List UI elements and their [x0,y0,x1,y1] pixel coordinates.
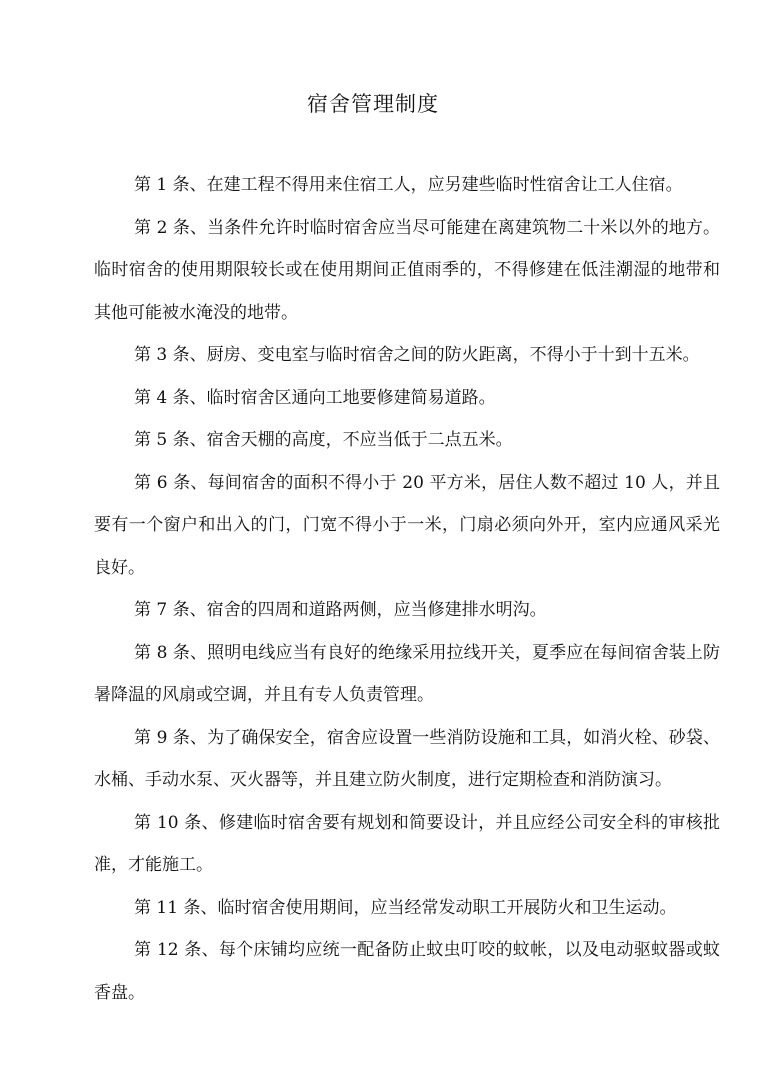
clause-1: 第 1 条、在建工程不得用来住宿工人，应另建些临时性宿舍让工人住宿。 [134,175,683,195]
clause-4: 第 4 条、临时宿舍区通向工地要修建简易道路。 [134,387,496,408]
clause-5: 第 5 条、宿舍天棚的高度，不应当低于二点五米。 [134,430,513,450]
clause-3: 第 3 条、厨房、变电室与临时宿舍之间的防火距离，不得小于十到十五米。 [134,345,700,365]
clause-10: 第 10 条、修建临时宿舍要有规划和简要设计，并且应经公司安全科的审核批准，才能施工。 [94,812,720,875]
clause-12: 第 12 条、每个床铺均应统一配备防止蚊虫叮咬的蚊帐，以及电动驱蚊器或蚊香盘。 [94,940,720,1003]
clause-11: 第 11 条、临时宿舍使用期间，应当经常发动职工开展防火和卫生运动。 [134,897,677,918]
document-title: 宿舍管理制度 [307,92,439,116]
clause-7: 第 7 条、宿舍的四周和道路两侧，应当修建排水明沟。 [134,600,547,620]
clause-2: 第 2 条、当条件允许时临时宿舍应当尽可能建在离建筑物二十米以外的地方。临时宿舍的使用期限较长或在使用期间正值雨季的，不得修建在低洼潮湿的地带和其他可能被水淹没的地带。 [94,217,720,323]
clause-9: 第 9 条、为了确保安全，宿舍应设置一些消防设施和工具，如消火栓、砂袋、水桶、手动水泵、灭火器等，并且建立防火制度，进行定期检查和消防演习。 [94,727,720,790]
document-body [94,164,720,1014]
clause-8: 第 8 条、照明电线应当有良好的绝缘采用拉线开关，夏季应在每间宿舍装上防暑降温的风扇或空调，并且有专人负责管理。 [94,642,720,705]
clause-6: 第 6 条、每间宿舍的面积不得小于 20 平方米，居住人数不超过 10 人，并且要有一个窗户和出入的门，门宽不得小于一米，门扇必须向外开，室内应通风采光良好。 [94,472,720,578]
